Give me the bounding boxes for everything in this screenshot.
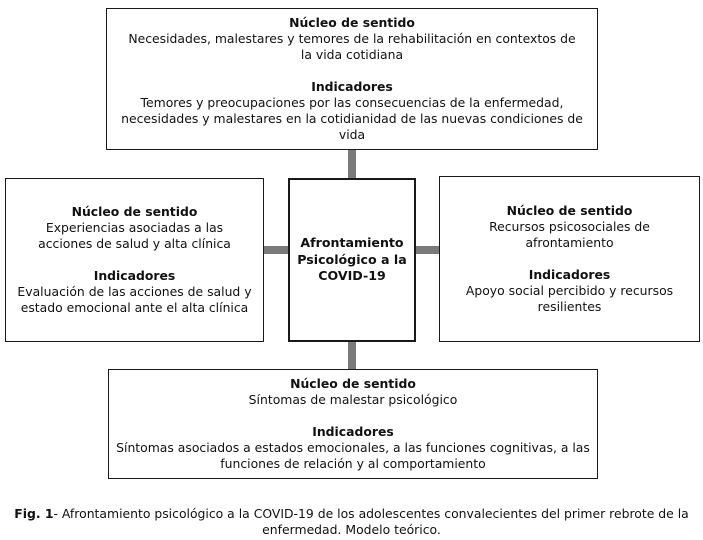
caption-label: Fig. 1	[14, 506, 54, 521]
box-top	[106, 8, 598, 150]
center-box	[288, 178, 416, 342]
indicadores-text: Apoyo social percibido y recursos resilientes	[465, 283, 674, 314]
nucleo-heading: Núcleo de sentido	[506, 203, 633, 218]
indicadores-heading: Indicadores	[93, 268, 176, 283]
indicadores-heading: Indicadores	[311, 79, 393, 94]
figure-caption	[0, 506, 703, 538]
center-label: Afrontamiento Psicológico a la COVID-19	[297, 235, 407, 284]
nucleo-heading: Núcleo de sentido	[289, 15, 415, 30]
nucleo-text: Experiencias asociadas a las acciones de salud y alta clínica	[38, 220, 231, 251]
indicadores-heading: Indicadores	[528, 267, 611, 282]
nucleo-heading: Núcleo de sentido	[71, 204, 198, 219]
indicadores-text: Evaluación de las acciones de salud y estado emocional ante el alta clínica	[17, 284, 252, 315]
connector-left	[263, 246, 289, 254]
box-bottom	[108, 369, 598, 479]
caption-text: - Afrontamiento psicológico a la COVID-19 de los adolescentes convalecientes del primer rebrote de la enfermedad. Modelo teórico.	[53, 506, 689, 537]
connector-right	[415, 246, 439, 254]
nucleo-text: Síntomas de malestar psicológico	[248, 392, 458, 407]
connector-top	[348, 150, 356, 178]
indicadores-heading: Indicadores	[312, 424, 394, 439]
box-left	[5, 178, 264, 342]
indicadores-text: Temores y preocupaciones por las consecuencias de la enfermedad, necesidades y malestares en la cotidianidad de las nuevas condiciones de vida	[121, 95, 583, 142]
nucleo-heading: Núcleo de sentido	[290, 376, 416, 391]
connector-bottom	[348, 341, 356, 369]
nucleo-text: Necesidades, malestares y temores de la rehabilitación en contextos de la vida cotidiana	[128, 31, 576, 62]
box-right	[439, 176, 700, 342]
indicadores-text: Síntomas asociados a estados emocionales, a las funciones cognitivas, a las funciones de relación y al comportamiento	[116, 440, 590, 471]
nucleo-text: Recursos psicosociales de afrontamiento	[489, 219, 650, 250]
